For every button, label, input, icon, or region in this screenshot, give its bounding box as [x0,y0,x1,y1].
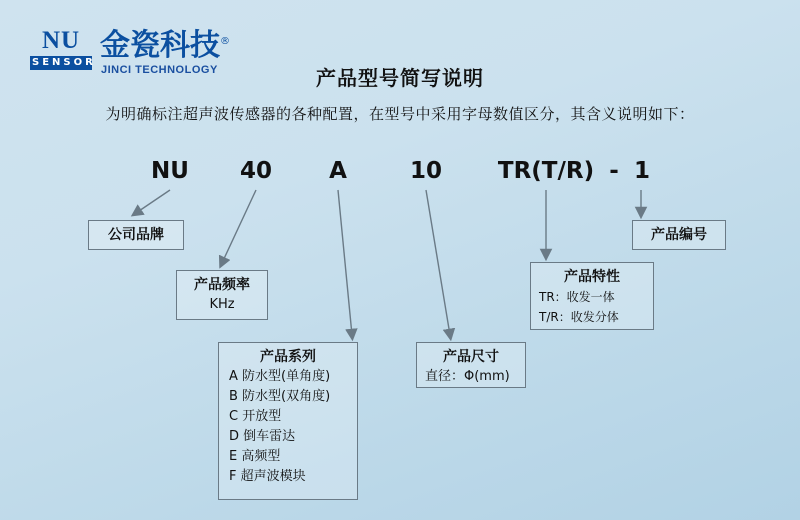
code-segment-characteristic: TR(T/R) [497,158,595,184]
arrow-size [426,190,450,335]
code-segment-size: 10 [409,158,442,184]
logo-sensor-label: SENSOR [32,57,96,68]
page-subtitle: 为明确标注超声波传感器的各种配置，在型号中采用字母数值区分，其含义说明如下： [105,105,695,123]
callout-number [632,220,726,250]
logo-company-name-en: JINCI TECHNOLOGY [101,64,218,76]
callout-series-item-b: B 防水型(双角度) [229,389,331,404]
logo-mark-text: NU [41,27,81,54]
callout-size [416,342,526,388]
callout-size-title: 产品尺寸 [443,349,499,365]
callout-series-item-a: A 防水型(单角度) [229,369,331,384]
callout-brand-title: 公司品牌 [108,227,164,243]
callout-characteristic-item-t-r: T/R：收发分体 [539,310,619,324]
callout-brand [88,220,184,250]
logo-company-name-cn-text: 金瓷科技 [100,28,220,63]
callout-frequency [176,270,268,320]
callout-frequency-title: 产品频率 [194,277,250,293]
callout-frequency-unit: KHz [209,297,235,312]
code-segment-frequency: 40 [239,158,272,184]
logo-company-name-cn [100,26,230,62]
code-segment-series: A [329,158,347,184]
code-segment-brand: NU [151,158,189,184]
registered-trademark-icon: ® [220,36,230,47]
callout-series-item-d: D 倒车雷达 [229,429,296,444]
code-segment-separator: - [609,158,619,184]
callout-series-item-e: E 高频型 [229,449,281,464]
callout-series-item-c: C 开放型 [229,409,282,424]
arrow-brand [136,190,170,213]
callout-characteristic-title: 产品特性 [564,269,620,285]
code-segment-number: 1 [633,158,650,184]
callout-number-title: 产品编号 [651,227,707,243]
callout-series-item-f: F 超声波模块 [229,469,306,484]
callout-characteristic-item-tr: TR：收发一体 [539,290,615,304]
arrow-frequency [222,190,256,263]
callout-series [218,342,358,500]
page-title: 产品型号简写说明 [316,66,484,90]
callout-series-title: 产品系列 [260,349,316,365]
callout-characteristic [530,262,654,330]
arrow-series [338,190,352,335]
callout-size-detail: 直径：Φ(mm) [425,369,510,384]
